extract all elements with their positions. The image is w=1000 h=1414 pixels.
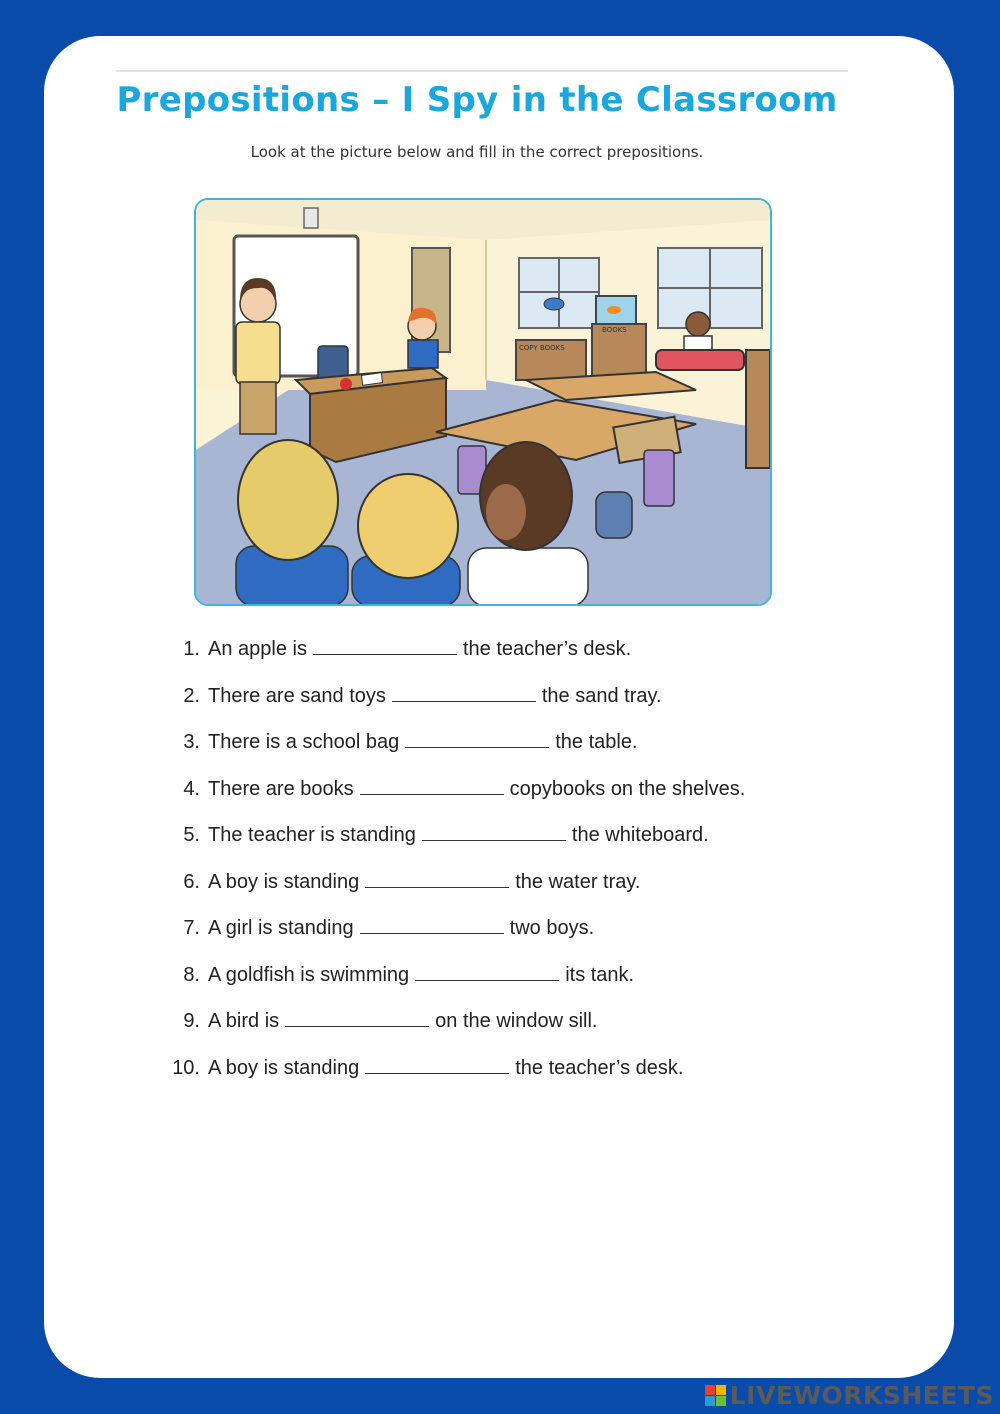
question-list — [162, 636, 862, 1101]
question-number: 9. — [183, 1010, 200, 1032]
answer-blank[interactable] — [422, 822, 566, 841]
question-item — [162, 1008, 862, 1055]
question-item — [162, 729, 862, 776]
instruction-text: Look at the picture below and fill in the correct prepositions. — [250, 143, 704, 161]
answer-blank[interactable] — [415, 962, 559, 981]
question-text-after: the sand tray. — [541, 684, 662, 707]
question-number: 4. — [183, 777, 200, 800]
question-text-before: A goldfish is swimming — [208, 963, 410, 986]
answer-blank[interactable] — [313, 636, 457, 655]
question-number: 3. — [183, 731, 200, 753]
question-text-before: A boy is standing — [208, 1056, 360, 1079]
question-text-after: the water tray. — [515, 870, 641, 893]
question-number: 1. — [183, 638, 200, 660]
question-text-after: on the window sill. — [435, 1010, 598, 1032]
classroom-illustration — [194, 198, 772, 606]
copy-books-label: COPY BOOKS — [519, 344, 565, 352]
page-title: Prepositions – I Spy in the Classroom — [116, 80, 838, 120]
question-item — [162, 636, 862, 683]
question-item — [162, 1055, 862, 1102]
answer-blank[interactable] — [405, 729, 549, 748]
question-text-before: A boy is standing — [208, 870, 360, 893]
question-text-before: There are books — [208, 777, 354, 800]
worksheet-page — [44, 36, 954, 1378]
question-text-before: There is a school bag — [208, 731, 400, 753]
question-item — [162, 962, 862, 1009]
answer-blank[interactable] — [360, 915, 504, 934]
answer-blank[interactable] — [360, 776, 504, 795]
books-label: BOOKS — [602, 326, 627, 334]
question-number: 5. — [183, 824, 200, 846]
answer-blank[interactable] — [365, 869, 509, 888]
question-number: 2. — [183, 684, 200, 707]
question-text-before: A girl is standing — [208, 917, 354, 939]
question-item — [162, 869, 862, 916]
liveworksheets-logo-icon — [705, 1385, 726, 1406]
answer-blank[interactable] — [392, 683, 536, 702]
question-item — [162, 915, 862, 962]
answer-blank[interactable] — [285, 1008, 429, 1027]
question-text-after: two boys. — [509, 917, 595, 939]
question-text-before: A bird is — [208, 1010, 280, 1032]
question-item — [162, 776, 862, 823]
watermark-text: LIVEWORKSHEETS — [729, 1381, 994, 1410]
liveworksheets-watermark — [705, 1381, 994, 1410]
question-text-after: the teacher’s desk. — [515, 1056, 684, 1079]
question-text-after: the teacher’s desk. — [462, 638, 632, 660]
question-number: 8. — [183, 963, 200, 986]
question-number: 6. — [183, 870, 200, 893]
question-text-after: the table. — [555, 731, 638, 753]
question-item — [162, 683, 862, 730]
question-item — [162, 822, 862, 869]
question-number: 7. — [183, 917, 200, 939]
top-divider — [116, 70, 848, 72]
question-text-after: its tank. — [565, 963, 635, 986]
question-text-before: There are sand toys — [208, 684, 386, 707]
question-text-after: the whiteboard. — [571, 824, 709, 846]
question-text-before: An apple is — [208, 638, 307, 660]
question-text-after: copybooks on the shelves. — [509, 777, 746, 800]
answer-blank[interactable] — [365, 1055, 509, 1074]
question-number: 10. — [172, 1056, 200, 1079]
question-text-before: The teacher is standing — [208, 824, 416, 846]
